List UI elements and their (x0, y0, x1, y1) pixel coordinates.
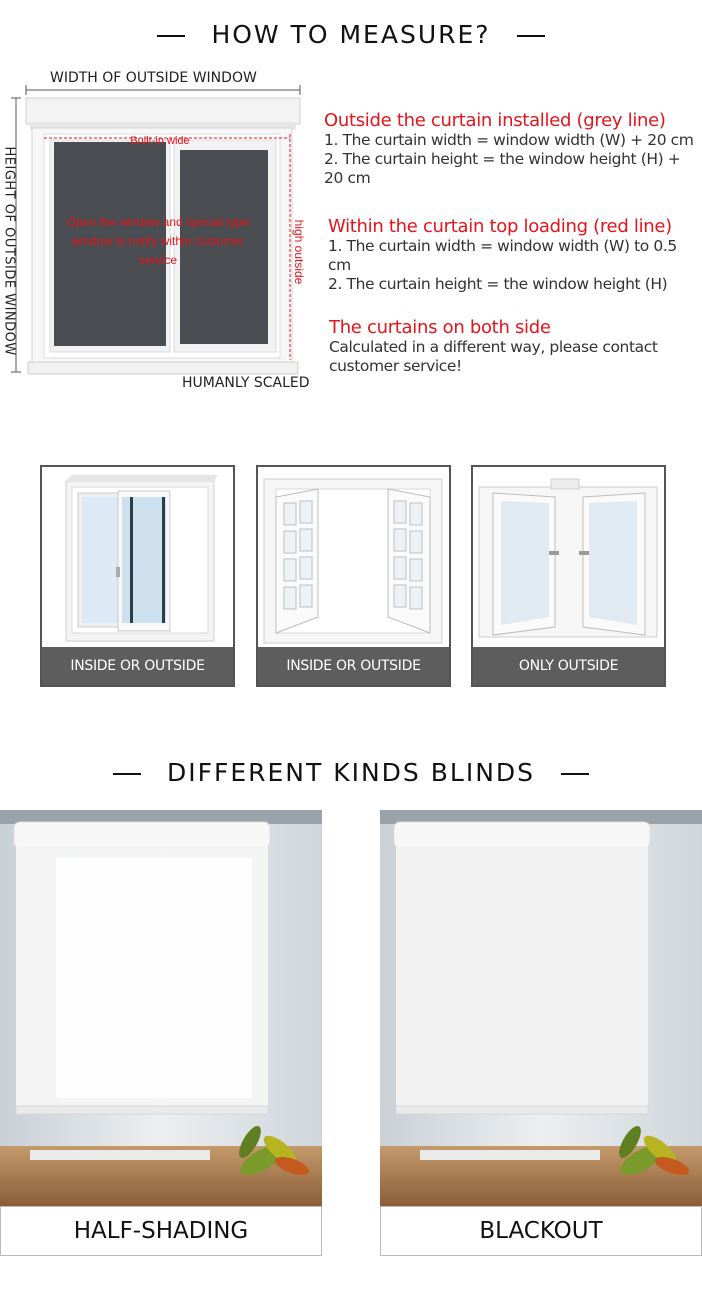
sliding-window-icon (42, 467, 233, 649)
title-dash-right (517, 35, 545, 37)
window-type-label: INSIDE OR OUTSIDE (258, 647, 449, 685)
measure-title-text: HOW TO MEASURE? (211, 20, 491, 49)
builtin-wide-label: Built-in wide (130, 135, 190, 147)
note-both-line-1: Calculated in a different way, please contact (329, 338, 658, 356)
half-shading-blind-image (0, 810, 322, 1206)
blind-label: BLACKOUT (380, 1206, 702, 1256)
high-outside-label: high outside (292, 219, 306, 285)
french-window-icon (258, 467, 449, 649)
note-outside-line-1: 1. The curtain width = window width (W) + 20 cm (324, 131, 694, 149)
note-within-line-2: 2. The curtain height = the window height (H) (328, 275, 668, 293)
blinds-title-text: DIFFERENT KINDS BLINDS (166, 758, 536, 787)
note-both-line-2: customer service! (329, 357, 462, 375)
note-outside-heading: Outside the curtain installed (grey line) (324, 110, 666, 131)
blind-label: HALF-SHADING (0, 1206, 322, 1256)
title-dash-right (561, 773, 589, 775)
title-dash-left (113, 773, 141, 775)
casement-window-icon (473, 467, 664, 649)
window-type-card-sliding[interactable] (40, 465, 235, 687)
measure-section-title (0, 20, 702, 49)
note-within (328, 216, 698, 294)
window-type-label: INSIDE OR OUTSIDE (42, 647, 233, 685)
note-within-line-1: 1. The curtain width = window width (W) to 0.5 cm (328, 237, 677, 274)
note-within-heading: Within the curtain top loading (red line) (328, 216, 672, 237)
note-both-sides (329, 317, 699, 376)
width-label: WIDTH OF OUTSIDE WINDOW (50, 70, 257, 86)
blind-card-half-shading[interactable] (0, 810, 322, 1255)
blackout-blind-image (380, 810, 702, 1206)
humanly-scaled-label: HUMANLY SCALED (182, 375, 310, 391)
blinds-section-title (0, 758, 702, 787)
window-type-label: ONLY OUTSIDE (473, 647, 664, 685)
window-type-card-casement[interactable] (471, 465, 666, 687)
note-outside-line-2: 2. The curtain height = the window height (H) + 20 cm (324, 150, 681, 187)
note-outside (324, 110, 702, 188)
title-dash-left (157, 35, 185, 37)
open-window-note: Open the window and special type window to notify within customer service (66, 215, 250, 267)
blind-card-blackout[interactable] (380, 810, 702, 1255)
window-type-card-french[interactable] (256, 465, 451, 687)
height-label: HEIGHT OF OUTSIDE WINDOW (1, 146, 17, 356)
note-both-heading: The curtains on both side (329, 317, 551, 338)
